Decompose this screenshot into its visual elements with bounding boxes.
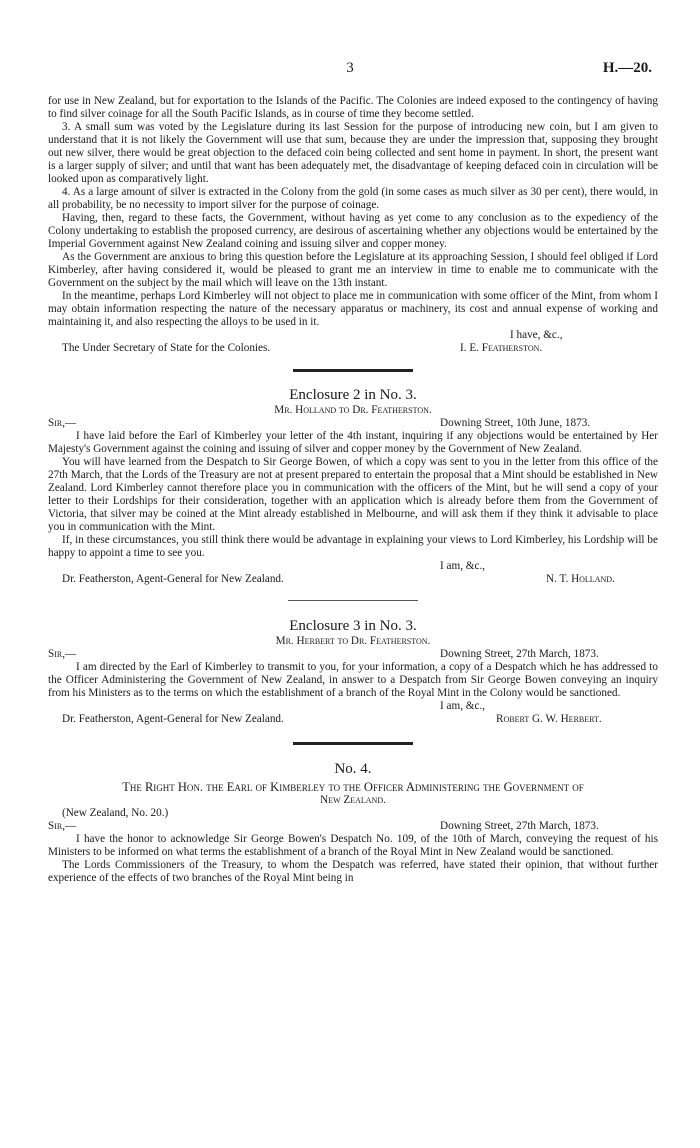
no-4-salutation: Sir,— <box>48 820 77 832</box>
enclosure-3-closing: I am, &c., <box>440 700 486 712</box>
page-number: 3 <box>346 60 354 76</box>
no-4-heading-line-2: New Zealand. <box>320 794 386 806</box>
enclosure-2-addressee: Dr. Featherston, Agent-General for New Zealand. <box>62 573 284 585</box>
intro-paragraph-1: for use in New Zealand, but for exportation to the Islands of the Pacific. The Colonies are indeed exposed to the contingency of having to find silver coinage for all the South Pacific Islands, as in course of time they become settled. <box>48 95 658 120</box>
enclosure-2-salutation: Sir,— <box>48 417 77 429</box>
no-4-place-date: Downing Street, 27th March, 1873. <box>440 820 599 832</box>
enclosure-2-paragraph-3: If, in these circumstances, you still think there would be advantage in explaining your views to Lord Kimberley, his Lordship will be happy to appoint a time to see you. <box>48 534 658 559</box>
intro-closing-row <box>48 329 658 342</box>
enclosure-3-title: Enclosure 3 in No. 3. <box>289 618 417 634</box>
intro-paragraph-5: As the Government are anxious to bring this question before the Legislature at its approaching Session, I should feel obliged if Lord Kimberley, after having considered it, would be pleased to grant me an interview in time to enable me to communicate with the Government on the subject by the mail which will leave on the 13th instant. <box>48 251 658 289</box>
intro-paragraph-6: In the meantime, perhaps Lord Kimberley will not object to place me in communication with some officer of the Mint, from whom I may obtain information respecting the nature of the necessary apparatus or machinery, its cost and annual expense of working and maintaining it, and also respecting the alloys to be used in it. <box>48 290 658 328</box>
intro-paragraph-2: 3. A small sum was voted by the Legislature during its last Session for the purpose of introducing new coin, but I am given to understand that it is not likely the Government will use that sum, because they are under the impression that, supposing they brought out new silver, there would be great objection to the defaced coin being collected and sent home in payment. In short, the present want is a larger supply of silver; and until that want has been adequately met, the disadvantage of keeping defaced coin in circulation will be looked upon as comparatively light. <box>48 121 658 185</box>
enclosure-2-paragraph-1: I have laid before the Earl of Kimberley your letter of the 4th instant, inquiring if any objections would be entertained by Her Majesty's Government against the coining and issuing of silver and copper money by the Government of New Zealand. <box>48 430 658 455</box>
enclosure-3-signature: Robert G. W. Herbert. <box>496 713 602 725</box>
no-4-salutation-row <box>48 820 658 833</box>
no-4-heading-line-1: The Right Hon. the Earl of Kimberley to the Officer Administering the Government of <box>122 780 584 794</box>
intro-signature-row <box>48 342 658 355</box>
enclosure-2-signature: N. T. Holland. <box>546 573 615 585</box>
enclosure-3-place-date: Downing Street, 27th March, 1873. <box>440 648 599 660</box>
document-body <box>48 95 658 885</box>
enclosure-3-salutation: Sir,— <box>48 648 77 660</box>
document-reference: H.—20. <box>602 60 652 76</box>
enclosure-2-closing-row <box>48 560 658 573</box>
no-4-paragraph-2: The Lords Commissioners of the Treasury, to whom the Despatch was referred, have stated their opinion, that without further experience of the effects of two branches of the Royal Mint being in <box>48 859 658 884</box>
enclosure-2-closing: I am, &c., <box>440 560 486 572</box>
enclosure-2-salutation-row <box>48 417 658 430</box>
enclosure-3-salutation-row <box>48 648 658 661</box>
enclosure-2-subtitle: Mr. Holland to Dr. Featherston. <box>274 404 432 416</box>
enclosure-3-subtitle: Mr. Herbert to Dr. Featherston. <box>275 635 431 647</box>
intro-paragraph-4: Having, then, regard to these facts, the Government, without having as yet come to any conclusion as to the expediency of the Colony undertaking to establish the proposed currency, are desirous of ascertaining whether any objections would be entertained by the Imperial Government against New Zealand coining and issuing silver and copper money. <box>48 212 658 250</box>
no-4-ref-row <box>48 807 658 820</box>
no-4-title: No. 4. <box>334 761 372 777</box>
enclosure-3-signature-row <box>48 713 658 726</box>
intro-signature: I. E. Featherston. <box>460 342 543 354</box>
enclosure-3-closing-row <box>48 700 658 713</box>
no-4-paragraph-1: I have the honor to acknowledge Sir George Bowen's Despatch No. 109, of the 10th of March, conveying the request of his Ministers to be informed on what terms the establishment of a branch of the Royal Mint in New Zealand would be sanctioned. <box>48 833 658 858</box>
page-header <box>48 60 652 82</box>
intro-closing: I have, &c., <box>510 329 563 341</box>
enclosure-2-place-date: Downing Street, 10th June, 1873. <box>440 417 591 429</box>
no-4-ref: (New Zealand, No. 20.) <box>62 807 169 819</box>
intro-addressee: The Under Secretary of State for the Colonies. <box>62 342 271 354</box>
enclosure-3-addressee: Dr. Featherston, Agent-General for New Zealand. <box>62 713 284 725</box>
enclosure-3-paragraph-1: I am directed by the Earl of Kimberley to transmit to you, for your information, a copy of a Despatch which he has addressed to the Officer Administering the Government of New Zealand, in answer to a Despatch from Sir George Bowen conveying an inquiry from his Ministers as to the terms on which the establishment of a branch of the Royal Mint in the Colony would be sanctioned. <box>48 661 658 699</box>
enclosure-2-title: Enclosure 2 in No. 3. <box>289 387 417 403</box>
enclosure-2-paragraph-2: You will have learned from the Despatch to Sir George Bowen, of which a copy was sent to you in the letter from this office of the 27th March, that the Lords of the Treasury are not at present prepared to entertain the proposal that a Mint should be established in New Zealand. Lord Kimberley cannot therefore place you in communication with the officers of the Mint, but he will send a copy of your letter to their Lordships for their consideration, together with an application which is already before them from the Government of Victoria, that silver may be coined at the Mint already established in Melbourne, and will ask them if they think it advisable to place you in communication with the Mint. <box>48 456 658 533</box>
intro-paragraph-3: 4. As a large amount of silver is extracted in the Colony from the gold (in some cases as much silver as 30 per cent), there would, in all probability, be no necessity to import silver for the purpose of coinage. <box>48 186 658 211</box>
enclosure-2-signature-row <box>48 573 658 586</box>
